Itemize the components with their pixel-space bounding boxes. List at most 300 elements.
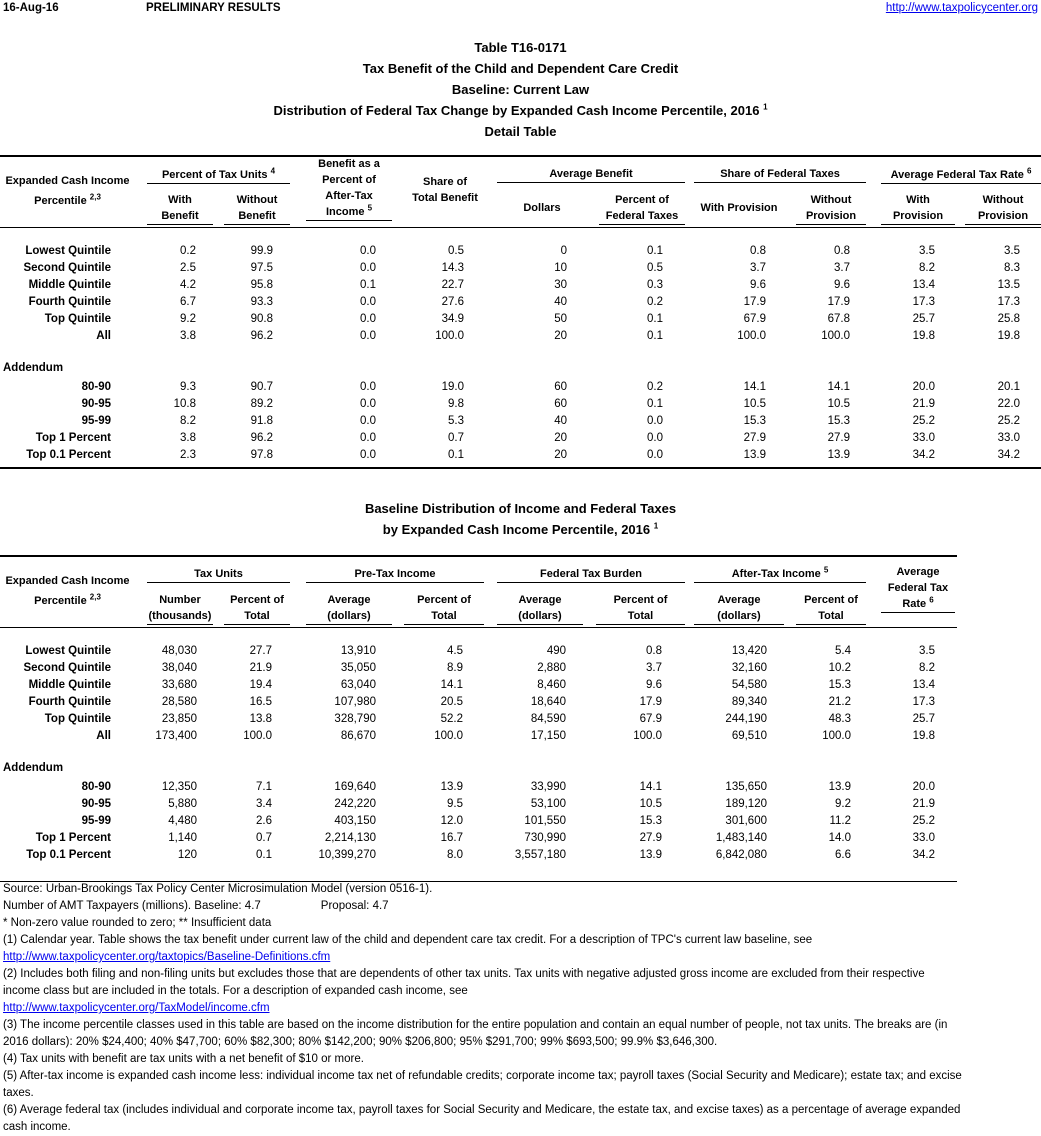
row-label: 95-99 xyxy=(81,415,111,427)
table-cell: 1,140 xyxy=(168,832,197,844)
note-6: (6) Average federal tax (includes individual and corporate income tax, payroll taxes for Social Security and Medicare, the estate tax, and excise taxes) as a percentage of average expanded xyxy=(3,1104,961,1116)
note-1: (1) Calendar year. Table shows the tax benefit under current law of the child and dependent care tax credit. For a description of TPC's current law baseline, see xyxy=(3,934,813,946)
note-2-cont: income class but are included in the totals. For a description of expanded cash income, see xyxy=(3,985,468,997)
table-cell: 22.0 xyxy=(997,398,1020,410)
note-3-cont: 2016 dollars): 20% $24,400; 40% $47,700; 60% $82,300; 80% $142,200; 90% $206,800; 95% $291,700; 99% $693,500; 99.9% $3,646,300. xyxy=(3,1036,718,1048)
table-cell: 27.9 xyxy=(827,432,850,444)
table-cell: 0.0 xyxy=(360,262,376,274)
table-cell: 21.9 xyxy=(912,398,935,410)
table-cell: 14.0 xyxy=(828,832,851,844)
distribution-title: Distribution of Federal Tax Change by Expanded Cash Income Percentile, 2016 $^1$ xyxy=(273,102,768,118)
note-4: (4) Tax units with benefit are tax units with a net benefit of $10 or more. xyxy=(3,1053,364,1065)
table-cell: 38,040 xyxy=(161,662,197,674)
table-cell: 22.7 xyxy=(441,279,464,291)
row-label: All xyxy=(96,330,111,342)
table-cell: 120 xyxy=(177,849,197,861)
row-label: Top Quintile xyxy=(44,313,111,325)
table-cell: 19.0 xyxy=(441,381,464,393)
table-row xyxy=(0,294,1041,311)
table-cell: 96.2 xyxy=(250,330,273,342)
share-fed-header: Share of Federal Taxes xyxy=(694,166,866,183)
table-cell: 17.9 xyxy=(639,696,662,708)
table-cell: 13.9 xyxy=(639,849,662,861)
table-cell: 99.9 xyxy=(250,245,273,257)
table-cell: 8.2 xyxy=(180,415,196,427)
table-cell: 100.0 xyxy=(821,330,850,342)
table-cell: 173,400 xyxy=(155,730,197,742)
table-cell: 27.6 xyxy=(441,296,464,308)
table-cell: 13.9 xyxy=(828,781,851,793)
table-cell: 95.8 xyxy=(250,279,273,291)
table-row xyxy=(0,711,1041,728)
table-cell: 6.6 xyxy=(835,849,851,861)
table-cell: 33.0 xyxy=(912,832,935,844)
table-cell: 34.2 xyxy=(997,449,1020,461)
table-cell: 90.8 xyxy=(250,313,273,325)
table-cell: 21.2 xyxy=(828,696,851,708)
footnotes xyxy=(3,881,1038,1136)
note-3: (3) The income percentile classes used in this table are based on the income distribution for the entire population and contain an equal number of people, not tax units. The breaks are (in xyxy=(3,1019,948,1031)
without2-header: Without Provision xyxy=(965,192,1041,225)
table-row xyxy=(0,643,1041,660)
table-cell: 17.3 xyxy=(912,296,935,308)
baseline-table-subtitle: by Expanded Cash Income Percentile, 2016 $^1$ xyxy=(382,521,659,537)
table-cell: 0.0 xyxy=(647,415,663,427)
table-cell: 34.2 xyxy=(912,449,935,461)
table-cell: 14.1 xyxy=(827,381,850,393)
note-5: (5) After-tax income is expanded cash income less: individual income tax net of refundable credits; corporate income tax; payroll taxes (Social Security and Medicare); estate tax; and excise xyxy=(3,1070,962,1082)
table-cell: 0.0 xyxy=(647,432,663,444)
tax-units-header: Tax Units xyxy=(147,566,290,583)
table-cell: 0.7 xyxy=(448,432,464,444)
table-cell: 40 xyxy=(554,296,567,308)
table-row xyxy=(0,677,1041,694)
table-cell: 15.3 xyxy=(639,815,662,827)
table-cell: 13.4 xyxy=(912,279,935,291)
table-row xyxy=(0,311,1041,328)
table-cell: 17.9 xyxy=(743,296,766,308)
table-cell: 16.5 xyxy=(249,696,272,708)
table-cell: 3.5 xyxy=(1004,245,1020,257)
baseline-table-title: Baseline Distribution of Income and Federal Taxes xyxy=(364,501,677,516)
table-cell: 328,790 xyxy=(334,713,376,725)
table-cell: 97.5 xyxy=(250,262,273,274)
table-cell: 20.0 xyxy=(912,781,935,793)
table-cell: 2,214,130 xyxy=(324,832,376,844)
source-note: Source: Urban-Brookings Tax Policy Center Microsimulation Model (version 0516-1). xyxy=(3,883,433,895)
row-label: 95-99 xyxy=(81,815,111,827)
table-cell: 1,483,140 xyxy=(715,832,767,844)
table-cell: 17.9 xyxy=(827,296,850,308)
table-cell: 13.8 xyxy=(249,713,272,725)
table-cell: 0.0 xyxy=(360,381,376,393)
table-cell: 3.5 xyxy=(919,645,935,657)
row-label: Top 1 Percent xyxy=(35,832,111,844)
table-cell: 21.9 xyxy=(912,798,935,810)
table-cell: 67.9 xyxy=(743,313,766,325)
table-cell: 93.3 xyxy=(250,296,273,308)
addendum-row xyxy=(0,447,1041,464)
table-cell: 54,580 xyxy=(731,679,767,691)
table-cell: 17,150 xyxy=(530,730,566,742)
table-cell: 8.2 xyxy=(919,262,935,274)
table-cell: 63,040 xyxy=(340,679,376,691)
table-cell: 0.8 xyxy=(834,245,850,257)
row-label: All xyxy=(96,730,111,742)
avg-rate2-header: Average Federal Tax Rate $^6$ xyxy=(881,564,955,613)
table-cell: 67.9 xyxy=(639,713,662,725)
star-note: * Non-zero value rounded to zero; ** Insufficient data xyxy=(3,917,272,929)
table-cell: 19.8 xyxy=(912,330,935,342)
table-cell: 19.4 xyxy=(249,679,272,691)
pretax-header: Pre-Tax Income xyxy=(306,566,484,583)
table-cell: 0.1 xyxy=(647,398,663,410)
number-header: Number (thousands) xyxy=(147,592,213,625)
table-cell: 16.7 xyxy=(440,832,463,844)
addendum-row xyxy=(0,379,1041,396)
table-cell: 6.7 xyxy=(180,296,196,308)
row-header: Expanded Cash Income Percentile $^{2,3}$ xyxy=(5,175,130,207)
table-row xyxy=(0,243,1041,260)
row-label: Second Quintile xyxy=(23,262,111,274)
table-cell: 17.3 xyxy=(912,696,935,708)
with-provision-header: With Provision xyxy=(700,202,778,214)
table-cell: 14.1 xyxy=(743,381,766,393)
table-cell: 0.5 xyxy=(448,245,464,257)
table-cell: 8,460 xyxy=(537,679,566,691)
table-cell: 20.5 xyxy=(440,696,463,708)
table-cell: 25.2 xyxy=(912,815,935,827)
pretax-pct-header: Percent of Total xyxy=(404,592,484,625)
top-bar xyxy=(3,2,1038,18)
table-cell: 11.2 xyxy=(829,815,851,827)
table-cell: 25.2 xyxy=(997,415,1020,427)
table-cell: 8.9 xyxy=(447,662,463,674)
table-cell: 5.4 xyxy=(835,645,851,657)
table-cell: 20.0 xyxy=(912,381,935,393)
addendum-row xyxy=(0,813,1041,830)
site-link[interactable]: http://www.taxpolicycenter.org xyxy=(885,2,1038,14)
addendum-row xyxy=(0,396,1041,413)
table-cell: 2.6 xyxy=(256,815,272,827)
table-cell: 89,340 xyxy=(731,696,767,708)
table-cell: 0.0 xyxy=(360,398,376,410)
table-cell: 27.7 xyxy=(249,645,272,657)
with2-header: With Provision xyxy=(881,192,955,225)
table-cell: 53,100 xyxy=(530,798,566,810)
table-cell: 0.5 xyxy=(647,262,663,274)
table-cell: 13.4 xyxy=(912,679,935,691)
burden-avg-header: Average (dollars) xyxy=(497,592,583,625)
burden-pct-header: Percent of Total xyxy=(596,592,685,625)
table-cell: 90.7 xyxy=(250,381,273,393)
pretax-avg-header: Average (dollars) xyxy=(306,592,392,625)
table-cell: 14.1 xyxy=(639,781,662,793)
dollars-header: Dollars xyxy=(523,202,561,214)
aftertax-pct-header: Percent of Total xyxy=(796,592,866,625)
table-cell: 96.2 xyxy=(250,432,273,444)
table-cell: 9.6 xyxy=(834,279,850,291)
table-cell: 15.3 xyxy=(827,415,850,427)
addendum-label-2: Addendum xyxy=(3,762,64,774)
table-cell: 91.8 xyxy=(250,415,273,427)
table-cell: 135,650 xyxy=(725,781,767,793)
table-cell: 3.8 xyxy=(180,330,196,342)
table-row xyxy=(0,728,1041,745)
table-cell: 23,850 xyxy=(161,713,197,725)
amt-note: Number of AMT Taxpayers (millions). Baseline: 4.7 Proposal: 4.7 xyxy=(3,900,389,912)
table-cell: 60 xyxy=(554,398,567,410)
table-cell: 25.7 xyxy=(912,713,935,725)
table-cell: 69,510 xyxy=(731,730,767,742)
table-cell: 13,910 xyxy=(340,645,376,657)
table-cell: 9.3 xyxy=(180,381,196,393)
addendum-row xyxy=(0,830,1041,847)
table-cell: 17.3 xyxy=(997,296,1020,308)
table-cell: 12.0 xyxy=(440,815,463,827)
table-cell: 13.9 xyxy=(743,449,766,461)
table-titles xyxy=(0,37,1041,142)
table-cell: 13,420 xyxy=(731,645,767,657)
row-label: Middle Quintile xyxy=(28,679,111,691)
addendum-row xyxy=(0,430,1041,447)
table-row xyxy=(0,694,1041,711)
table-cell: 52.2 xyxy=(440,713,463,725)
table-cell: 9.5 xyxy=(447,798,463,810)
table-cell: 0.3 xyxy=(647,279,663,291)
table-cell: 10.8 xyxy=(173,398,196,410)
table-cell: 0.1 xyxy=(448,449,464,461)
table-cell: 27.9 xyxy=(743,432,766,444)
addendum-row xyxy=(0,413,1041,430)
table-cell: 32,160 xyxy=(731,662,767,674)
table-cell: 0.0 xyxy=(647,449,663,461)
income-link[interactable]: http://www.taxpolicycenter.org/TaxModel/income.cfm xyxy=(3,1002,270,1014)
baseline-table xyxy=(0,555,960,885)
table-cell: 169,640 xyxy=(334,781,376,793)
table-cell: 33,990 xyxy=(530,781,566,793)
addendum-row xyxy=(0,847,1041,864)
table-cell: 9.2 xyxy=(180,313,196,325)
table-cell: 9.2 xyxy=(835,798,851,810)
table-cell: 14.3 xyxy=(441,262,464,274)
addendum-row xyxy=(0,779,1041,796)
table-cell: 4,480 xyxy=(168,815,197,827)
table-cell: 20 xyxy=(554,449,567,461)
table-cell: 34.2 xyxy=(912,849,935,861)
table-cell: 10.2 xyxy=(828,662,851,674)
table-row xyxy=(0,660,1041,677)
addendum-row xyxy=(0,796,1041,813)
table-cell: 100.0 xyxy=(737,330,766,342)
table-cell: 19.8 xyxy=(997,330,1020,342)
table-cell: 0.7 xyxy=(256,832,272,844)
pct-fed-header: Percent of Federal Taxes xyxy=(599,192,685,225)
table-cell: 0.1 xyxy=(647,330,663,342)
table-cell: 3.7 xyxy=(834,262,850,274)
table-cell: 60 xyxy=(554,381,567,393)
row-label: Fourth Quintile xyxy=(28,696,111,708)
table-cell: 0.0 xyxy=(360,296,376,308)
table-cell: 33,680 xyxy=(161,679,197,691)
table-cell: 100.0 xyxy=(435,330,464,342)
table-cell: 3,557,180 xyxy=(514,849,566,861)
table-cell: 0.0 xyxy=(360,313,376,325)
table-cell: 10 xyxy=(554,262,567,274)
table-cell: 101,550 xyxy=(524,815,566,827)
table-cell: 6,842,080 xyxy=(715,849,767,861)
row-label: Top 0.1 Percent xyxy=(26,449,111,461)
benefit-table xyxy=(0,155,1041,470)
table-row xyxy=(0,260,1041,277)
table-cell: 9.6 xyxy=(750,279,766,291)
table-cell: 403,150 xyxy=(334,815,376,827)
table-cell: 2.5 xyxy=(180,262,196,274)
table-cell: 3.7 xyxy=(750,262,766,274)
table-cell: 3.8 xyxy=(180,432,196,444)
note-2: (2) Includes both filing and non-filing units but excludes those that are dependents of other tax units. Tax units with negative adjusted gross income are excluded from their respective xyxy=(3,968,925,980)
table-cell: 20 xyxy=(554,330,567,342)
table-cell: 28,580 xyxy=(161,696,197,708)
table-cell: 48.3 xyxy=(828,713,851,725)
table-cell: 0.1 xyxy=(360,279,376,291)
table-cell: 100.0 xyxy=(243,730,272,742)
table-cell: 0.1 xyxy=(256,849,272,861)
row-label: Second Quintile xyxy=(23,662,111,674)
table-cell: 35,050 xyxy=(340,662,376,674)
with-benefit-header: With Benefit xyxy=(147,192,213,225)
table-cell: 100.0 xyxy=(434,730,463,742)
table-cell: 8.2 xyxy=(919,662,935,674)
table-cell: 100.0 xyxy=(633,730,662,742)
table-cell: 3.7 xyxy=(646,662,662,674)
table-cell: 3.5 xyxy=(919,245,935,257)
table-cell: 4.2 xyxy=(180,279,196,291)
table-cell: 3.4 xyxy=(256,798,272,810)
table-cell: 8.3 xyxy=(1004,262,1020,274)
table-cell: 12,350 xyxy=(161,781,197,793)
share-total-header: Share of Total Benefit xyxy=(412,176,478,204)
row-label: Middle Quintile xyxy=(28,279,111,291)
row-label: 80-90 xyxy=(81,381,111,393)
table-cell: 13.5 xyxy=(997,279,1020,291)
note-6-cont: cash income. xyxy=(3,1121,71,1133)
table-cell: 0.8 xyxy=(646,645,662,657)
table-cell: 5.3 xyxy=(448,415,464,427)
aftertax-header: After-Tax Income $^5$ xyxy=(694,566,866,583)
without-benefit-header: Without Benefit xyxy=(224,192,290,225)
table-cell: 0.2 xyxy=(180,245,196,257)
table-cell: 33.0 xyxy=(912,432,935,444)
table-cell: 189,120 xyxy=(725,798,767,810)
table-cell: 9.8 xyxy=(448,398,464,410)
row-label: Fourth Quintile xyxy=(28,296,111,308)
table-cell: 301,600 xyxy=(725,815,767,827)
table-cell: 19.8 xyxy=(912,730,935,742)
table-cell: 730,990 xyxy=(524,832,566,844)
pct-units-header: Percent of Tax Units $^4$ xyxy=(147,167,290,184)
table-cell: 25.2 xyxy=(912,415,935,427)
table-row xyxy=(0,277,1041,294)
pct-total-header: Percent of Total xyxy=(224,592,290,625)
table-cell: 5,880 xyxy=(168,798,197,810)
table-cell: 20 xyxy=(554,432,567,444)
table-cell: 0.0 xyxy=(360,432,376,444)
table-cell: 13.9 xyxy=(440,781,463,793)
table-cell: 89.2 xyxy=(250,398,273,410)
table-cell: 7.1 xyxy=(256,781,272,793)
baseline-title: Baseline: Current Law xyxy=(451,82,590,97)
table-cell: 20.1 xyxy=(997,381,1020,393)
without-provision-header: Without Provision xyxy=(796,192,866,225)
table-cell: 97.8 xyxy=(250,449,273,461)
table-cell: 10.5 xyxy=(743,398,766,410)
table-cell: 0.0 xyxy=(360,415,376,427)
table-cell: 10.5 xyxy=(827,398,850,410)
table-row xyxy=(0,328,1041,345)
table-cell: 40 xyxy=(554,415,567,427)
table-cell: 25.7 xyxy=(912,313,935,325)
table-cell: 8.0 xyxy=(447,849,463,861)
table-cell: 0 xyxy=(560,245,567,257)
table-cell: 25.8 xyxy=(997,313,1020,325)
table-title: Tax Benefit of the Child and Dependent Care Credit xyxy=(362,61,679,76)
table-cell: 84,590 xyxy=(530,713,566,725)
table-cell: 4.5 xyxy=(447,645,463,657)
table-cell: 27.9 xyxy=(639,832,662,844)
report-date: 16-Aug-16 xyxy=(3,2,59,14)
row-label: Lowest Quintile xyxy=(25,245,111,257)
table-cell: 48,030 xyxy=(161,645,197,657)
avg-rate-header: Average Federal Tax Rate $^6$ xyxy=(881,167,1041,184)
fed-burden-header: Federal Tax Burden xyxy=(497,566,685,583)
row-label: Top 1 Percent xyxy=(35,432,111,444)
table-cell: 0.8 xyxy=(750,245,766,257)
row-label: Lowest Quintile xyxy=(25,645,111,657)
table-cell: 18,640 xyxy=(530,696,566,708)
avg-benefit-header: Average Benefit xyxy=(497,166,685,183)
table-cell: 0.0 xyxy=(360,245,376,257)
table-cell: 2,880 xyxy=(537,662,566,674)
row-label: 80-90 xyxy=(81,781,111,793)
table-cell: 100.0 xyxy=(822,730,851,742)
table-cell: 10.5 xyxy=(639,798,662,810)
row-label: Top 0.1 Percent xyxy=(26,849,111,861)
baseline-definitions-link[interactable]: http://www.taxpolicycenter.org/taxtopics/Baseline-Definitions.cfm xyxy=(3,951,331,963)
row-header-2: Expanded Cash Income Percentile $^{2,3}$ xyxy=(5,575,130,607)
table-cell: 34.9 xyxy=(441,313,464,325)
table-cell: 50 xyxy=(554,313,567,325)
detail-title: Detail Table xyxy=(484,124,557,139)
table-cell: 0.0 xyxy=(360,330,376,342)
table-number: Table T16-0171 xyxy=(474,40,567,55)
note-5-cont: taxes. xyxy=(3,1087,34,1099)
table-cell: 21.9 xyxy=(249,662,272,674)
table-cell: 0.0 xyxy=(360,449,376,461)
table-cell: 86,670 xyxy=(340,730,376,742)
table-cell: 15.3 xyxy=(743,415,766,427)
table-cell: 9.6 xyxy=(646,679,662,691)
table-cell: 2.3 xyxy=(180,449,196,461)
proposal-note: Proposal: 4.7 xyxy=(320,900,389,912)
row-label: 90-95 xyxy=(81,398,111,410)
table-cell: 0.1 xyxy=(647,313,663,325)
table-cell: 67.8 xyxy=(827,313,850,325)
table-cell: 0.2 xyxy=(647,381,663,393)
status-label: PRELIMINARY RESULTS xyxy=(146,2,281,14)
addendum-label: Addendum xyxy=(3,362,64,374)
table-cell: 490 xyxy=(546,645,566,657)
